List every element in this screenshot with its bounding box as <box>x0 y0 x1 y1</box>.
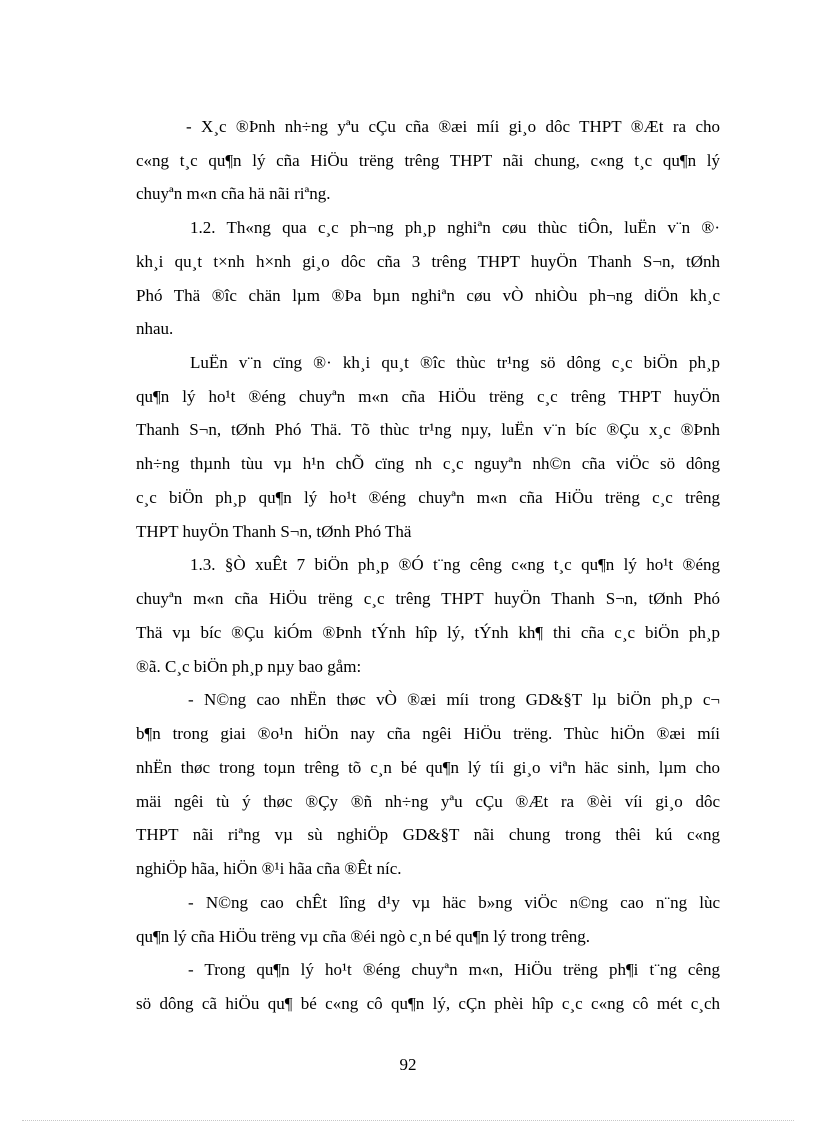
body-text-line: b¶n trong giai ®o¹n hiÖn nay cña ngêi HiÖu trëng. Thùc hiÖn ®æi míi <box>136 724 720 743</box>
body-text-line: - N©ng cao nhËn thøc vÒ ®æi míi trong GD&§T lµ biÖn ph¸p c¬ <box>188 690 720 709</box>
body-text-line: 1.2. Th«ng qua c¸c ph¬ng ph¸p nghiªn cøu thùc tiÔn, luËn v¨n ®· <box>190 218 720 237</box>
page-bottom-divider <box>22 1120 794 1121</box>
body-text-line: nhËn thøc trong toµn trêng tõ c¸n bé qu¶n lý tíi gi¸o viªn häc sinh, lµm cho <box>136 758 720 777</box>
body-text-line: nh÷ng thµnh tùu vµ h¹n chÕ cïng nh c¸c nguyªn nh©n cña viÖc sö dông <box>136 454 720 473</box>
body-text-line: THPT nãi riªng vµ sù nghiÖp GD&§T nãi chung trong thêi kú c«ng <box>136 825 720 844</box>
body-text-line: kh¸i qu¸t t×nh h×nh gi¸o dôc cña 3 trêng THPT huyÖn Thanh S¬n, tØnh <box>136 252 720 271</box>
body-text-line: - N©ng cao chÊt lîng d¹y vµ häc b»ng viÖc n©ng cao n¨ng lùc <box>188 893 720 912</box>
body-text-line: LuËn v¨n cïng ®· kh¸i qu¸t ®îc thùc tr¹ng sö dông c¸c biÖn ph¸p <box>190 353 720 372</box>
page-number: 92 <box>399 1055 417 1074</box>
body-text-line: - X¸c ®Þnh nh÷ng yªu cÇu cña ®æi míi gi¸o dôc THPT ®Æt ra cho <box>186 117 720 136</box>
body-text-line: chuyªn m«n cña HiÖu trëng c¸c trêng THPT huyÖn Thanh S¬n, tØnh Phó <box>136 589 720 608</box>
body-text-line: ®ã. C¸c biÖn ph¸p nµy bao gåm: <box>136 657 362 676</box>
body-text-line: nhau. <box>136 319 174 338</box>
body-text-line: c«ng t¸c qu¶n lý cña HiÖu trëng trêng THPT nãi chung, c«ng t¸c qu¶n lý <box>136 151 720 170</box>
body-text-line: - Trong qu¶n lý ho¹t ®éng chuyªn m«n, HiÖu trëng ph¶i t¨ng cêng <box>188 960 720 979</box>
body-text-line: 1.3. §Ò xuÊt 7 biÖn ph¸p ®Ó t¨ng cêng c«ng t¸c qu¶n lý ho¹t ®éng <box>190 555 720 574</box>
body-text-line: chuyªn m«n cña hä nãi riªng. <box>136 184 331 203</box>
body-text-line: qu¶n lý ho¹t ®éng chuyªn m«n cña HiÖu trëng c¸c trêng THPT huyÖn <box>136 387 720 406</box>
body-text-line: c¸c biÖn ph¸p qu¶n lý ho¹t ®éng chuyªn m«n cña HiÖu trëng c¸c trêng <box>136 488 720 507</box>
body-text-line: mäi ngêi tù ý thøc ®Çy ®ñ nh÷ng yªu cÇu ®Æt ra ®èi víi gi¸o dôc <box>136 792 720 811</box>
body-text-line: nghiÖp hãa, hiÖn ®¹i hãa cña ®Êt níc. <box>136 859 402 878</box>
body-text-line: Phó Thä ®îc chän lµm ®Þa bµn nghiªn cøu vÒ nhiÒu ph¬ng diÖn kh¸c <box>136 286 720 305</box>
body-text-line: qu¶n lý cña HiÖu trëng vµ cña ®éi ngò c¸n bé qu¶n lý trong trêng. <box>136 927 591 946</box>
body-text-line: sö dông cã hiÖu qu¶ bé c«ng cô qu¶n lý, cÇn phèi hîp c¸c c«ng cô mét c¸ch <box>136 994 720 1013</box>
body-text-line: Thä vµ bíc ®Çu kiÓm ®Þnh tÝnh hîp lý, tÝnh kh¶ thi cña c¸c biÖn ph¸p <box>136 623 720 642</box>
body-text-line: Thanh S¬n, tØnh Phó Thä. Tõ thùc tr¹ng nµy, luËn v¨n bíc ®Çu x¸c ®Þnh <box>136 420 720 439</box>
body-text-line: THPT huyÖn Thanh S¬n, tØnh Phó Thä <box>136 522 412 541</box>
